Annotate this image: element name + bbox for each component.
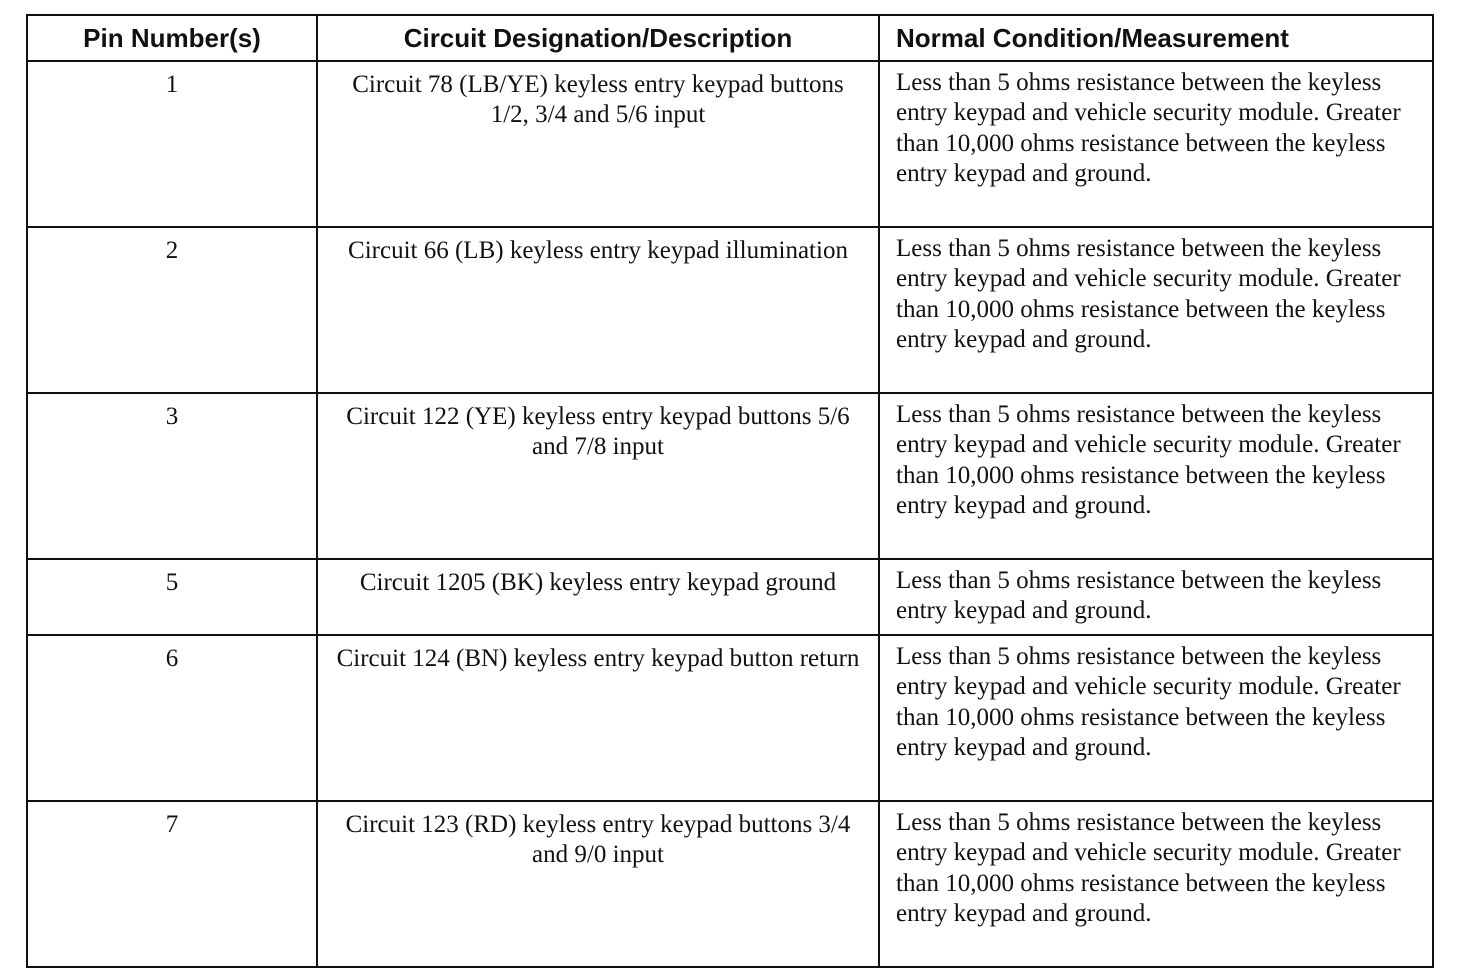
table-row — [27, 61, 1433, 227]
table-row — [27, 559, 1433, 635]
pin-number-cell: 3 — [27, 393, 317, 559]
table-header-row — [27, 15, 1433, 61]
normal-condition-cell: Less than 5 ohms resistance between the keyless entry keypad and ground. — [879, 559, 1433, 635]
circuit-description-cell: Circuit 123 (RD) keyless entry keypad buttons 3/4 and 9/0 input — [317, 801, 879, 967]
table-row — [27, 393, 1433, 559]
circuit-description-cell: Circuit 78 (LB/YE) keyless entry keypad buttons 1/2, 3/4 and 5/6 input — [317, 61, 879, 227]
table-row — [27, 635, 1433, 801]
normal-condition-cell: Less than 5 ohms resistance between the keyless entry keypad and vehicle security module. Greater than 10,000 ohms resistance between the keyless entry keypad and ground. — [879, 635, 1433, 801]
table-row — [27, 227, 1433, 393]
pin-table-container — [26, 14, 1432, 968]
normal-condition-cell: Less than 5 ohms resistance between the keyless entry keypad and vehicle security module. Greater than 10,000 ohms resistance between the keyless entry keypad and ground. — [879, 393, 1433, 559]
pin-number-cell: 1 — [27, 61, 317, 227]
circuit-description-cell: Circuit 1205 (BK) keyless entry keypad ground — [317, 559, 879, 635]
normal-condition-cell: Less than 5 ohms resistance between the keyless entry keypad and vehicle security module. Greater than 10,000 ohms resistance between the keyless entry keypad and ground. — [879, 61, 1433, 227]
header-pin-numbers: Pin Number(s) — [27, 15, 317, 61]
circuit-description-cell: Circuit 66 (LB) keyless entry keypad illumination — [317, 227, 879, 393]
normal-condition-cell: Less than 5 ohms resistance between the keyless entry keypad and vehicle security module. Greater than 10,000 ohms resistance between the keyless entry keypad and ground. — [879, 227, 1433, 393]
pin-number-cell: 2 — [27, 227, 317, 393]
circuit-description-cell: Circuit 124 (BN) keyless entry keypad button return — [317, 635, 879, 801]
table-row — [27, 801, 1433, 967]
pin-number-cell: 6 — [27, 635, 317, 801]
pin-circuit-table — [26, 14, 1434, 968]
header-normal-condition: Normal Condition/Measurement — [879, 15, 1433, 61]
pin-number-cell: 5 — [27, 559, 317, 635]
circuit-description-cell: Circuit 122 (YE) keyless entry keypad buttons 5/6 and 7/8 input — [317, 393, 879, 559]
normal-condition-cell: Less than 5 ohms resistance between the keyless entry keypad and vehicle security module. Greater than 10,000 ohms resistance between the keyless entry keypad and ground. — [879, 801, 1433, 967]
header-circuit-description: Circuit Designation/Description — [317, 15, 879, 61]
pin-number-cell: 7 — [27, 801, 317, 967]
